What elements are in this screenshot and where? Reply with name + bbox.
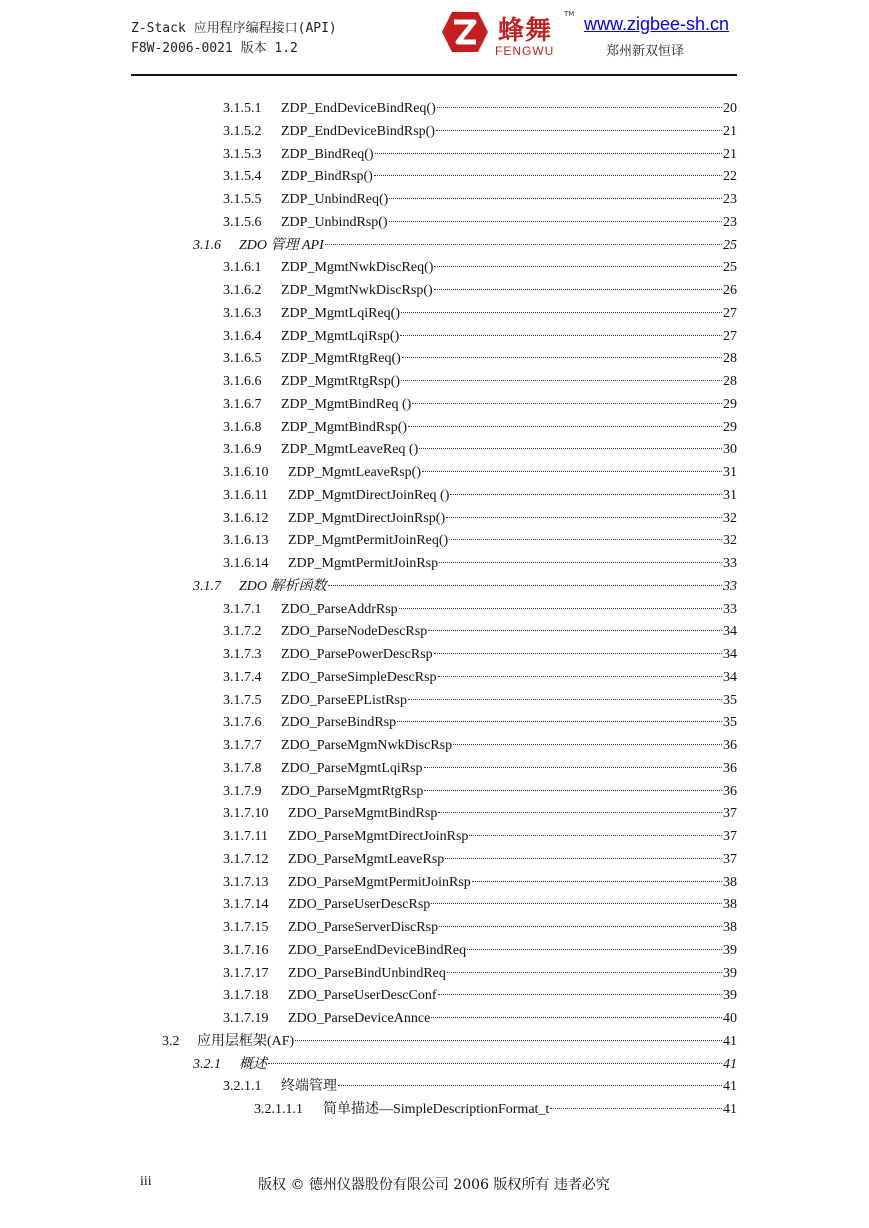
toc-entry[interactable] <box>223 782 737 805</box>
toc-leader-dots <box>268 1063 722 1064</box>
toc-entry-page: 21 <box>723 146 737 162</box>
toc-entry[interactable] <box>223 691 737 714</box>
header-rule <box>131 74 737 76</box>
toc-entry-page: 33 <box>723 578 737 594</box>
toc-entry-number: 3.1.6.10 <box>223 465 269 480</box>
toc-leader-dots <box>439 926 722 927</box>
toc-entry[interactable] <box>223 145 737 168</box>
toc-entry-number: 3.1.7.14 <box>223 897 269 913</box>
toc-entry[interactable] <box>223 713 737 736</box>
toc-entry[interactable] <box>254 1100 737 1123</box>
toc-leader-dots <box>295 1040 722 1041</box>
toc-entry-number: 3.1.7.5 <box>223 692 262 708</box>
toc-entry[interactable] <box>193 577 737 600</box>
toc-entry[interactable] <box>223 440 737 463</box>
toc-entry-title: ZDP_UnbindRsp() <box>281 214 388 230</box>
toc-entry-number: 3.1.7.2 <box>223 624 262 640</box>
toc-leader-dots <box>438 676 722 677</box>
toc-entry-page: 34 <box>723 624 737 640</box>
toc-entry-number: 3.1.5.2 <box>223 123 262 139</box>
toc-entry-title: ZDO_ParseUserDescRsp <box>288 897 431 913</box>
toc-leader-dots <box>402 357 722 358</box>
toc-entry-page: 38 <box>723 920 737 935</box>
toc-entry-title: ZDP_MgmtLeaveReq () <box>281 442 419 458</box>
toc-entry-number: 3.1.7.18 <box>223 988 269 1004</box>
toc-entry-number: 3.2.1.1 <box>223 1079 262 1095</box>
toc-entry-title: ZDO_ParseMgmtRtgRsp <box>281 783 424 799</box>
toc-entry[interactable] <box>223 418 737 441</box>
toc-entry-number: 3.1.6.11 <box>223 487 268 503</box>
toc-entry-title: ZDO_ParseMgmNwkDiscRsp <box>281 738 453 753</box>
toc-entry-number: 3.1.7.15 <box>223 920 269 935</box>
toc-entry-number: 3.1.6.9 <box>223 442 262 458</box>
toc-entry-page: 28 <box>723 374 737 389</box>
toc-entry-number: 3.2 <box>162 1033 180 1049</box>
toc-entry-title: ZDO_ParseSimpleDescRsp <box>281 669 437 685</box>
toc-entry-number: 3.1.7.13 <box>223 874 269 890</box>
toc-leader-dots <box>422 471 722 472</box>
toc-entry-page: 39 <box>723 942 737 958</box>
toc-entry-title: ZDO_ParseMgmtBindRsp <box>288 806 438 822</box>
toc-entry-title: ZDO_ParseBindRsp <box>281 715 397 731</box>
toc-leader-dots <box>375 153 722 154</box>
toc-entry-title: ZDP_MgmtNwkDiscReq() <box>281 260 434 276</box>
toc-entry[interactable] <box>223 167 737 190</box>
toc-entry-title: ZDO_ParsePowerDescRsp <box>281 647 433 662</box>
toc-leader-dots <box>397 721 722 722</box>
toc-leader-dots <box>446 517 722 518</box>
toc-entry-page: 38 <box>723 897 737 913</box>
toc-entry-number: 3.1.6.13 <box>223 533 269 549</box>
toc-leader-dots <box>389 221 722 222</box>
toc-entry[interactable] <box>223 964 737 987</box>
toc-entry-title: 简单描述—SimpleDescriptionFormat_t <box>323 1102 550 1117</box>
toc-entry-page: 32 <box>723 510 737 526</box>
toc-entry[interactable] <box>223 122 737 145</box>
toc-entry-number: 3.1.6.4 <box>223 328 262 344</box>
toc-entry-page: 40 <box>723 1011 737 1026</box>
toc-entry-title: ZDO 解析函数 <box>239 578 327 594</box>
logo-trademark: TM <box>564 10 575 18</box>
toc-entry[interactable] <box>223 873 737 896</box>
toc-entry[interactable] <box>223 1077 737 1100</box>
toc-entry-page: 37 <box>723 829 737 844</box>
toc-leader-dots <box>325 244 722 245</box>
toc-leader-dots <box>438 994 722 995</box>
toc-entry-title: ZDP_BindRsp() <box>281 169 373 185</box>
logo-english-text: FENGWU <box>495 44 555 58</box>
toc-entry-page: 39 <box>723 965 737 981</box>
toc-leader-dots <box>434 289 722 290</box>
footer-copyright: 版权 © 德州仪器股份有限公司 2006 版权所有 违者必究 <box>258 1177 610 1193</box>
toc-entry-page: 23 <box>723 192 737 207</box>
toc-leader-dots <box>467 949 722 950</box>
toc-entry-page: 21 <box>723 123 737 139</box>
toc-entry[interactable] <box>223 99 737 122</box>
toc-leader-dots <box>374 175 722 176</box>
toc-entry-title: ZDO_ParseServerDiscRsp <box>288 920 439 935</box>
toc-entry-number: 3.1.7.19 <box>223 1011 269 1026</box>
toc-entry-number: 3.1.6.14 <box>223 556 269 571</box>
toc-entry-page: 37 <box>723 851 737 867</box>
toc-leader-dots <box>550 1108 722 1109</box>
toc-entry[interactable] <box>223 918 737 941</box>
toc-leader-dots <box>400 335 722 336</box>
toc-entry[interactable] <box>223 622 737 645</box>
toc-entry-title: ZDP_BindReq() <box>281 146 374 162</box>
toc-leader-dots <box>450 494 722 495</box>
toc-entry-page: 29 <box>723 419 737 435</box>
toc-entry-number: 3.1.7.1 <box>223 601 262 617</box>
document-header-info <box>131 19 337 59</box>
toc-entry-page: 39 <box>723 988 737 1004</box>
toc-leader-dots <box>431 903 722 904</box>
toc-leader-dots <box>408 699 722 700</box>
toc-entry[interactable] <box>223 327 737 350</box>
toc-entry-number: 3.1.7.3 <box>223 647 262 662</box>
toc-entry-page: 23 <box>723 214 737 230</box>
toc-entry-page: 35 <box>723 715 737 731</box>
toc-entry-number: 3.1.7.11 <box>223 829 268 844</box>
toc-entry-title: ZDP_MgmtPermitJoinRsp <box>288 556 439 571</box>
toc-entry-title: ZDP_MgmtBindRsp() <box>281 419 408 435</box>
toc-entry-page: 31 <box>723 465 737 480</box>
toc-entry[interactable] <box>162 1032 737 1055</box>
toc-entry-title: ZDO_ParseEPListRsp <box>281 692 407 708</box>
toc-entry-page: 41 <box>723 1079 737 1095</box>
toc-entry-number: 3.1.6.6 <box>223 374 262 389</box>
toc-entry-page: 25 <box>723 260 737 276</box>
toc-entry-title: ZDP_MgmtLqiReq() <box>281 305 400 321</box>
footer-page-number: iii <box>140 1174 152 1189</box>
toc-entry-page: 35 <box>723 692 737 708</box>
toc-entry-title: 终端管理 <box>281 1079 337 1095</box>
toc-entry-page: 30 <box>723 442 737 458</box>
toc-entry[interactable] <box>223 349 737 372</box>
toc-entry-number: 3.2.1 <box>193 1056 221 1072</box>
toc-entry-number: 3.1.6.7 <box>223 396 262 412</box>
toc-entry[interactable] <box>223 645 737 668</box>
toc-entry[interactable] <box>223 895 737 918</box>
toc-entry-page: 41 <box>723 1033 737 1049</box>
toc-entry[interactable] <box>223 804 737 827</box>
toc-entry-number: 3.1.7 <box>193 578 221 594</box>
toc-entry-title: ZDO_ParseNodeDescRsp <box>281 624 428 640</box>
toc-leader-dots <box>424 767 722 768</box>
toc-entry-page: 27 <box>723 305 737 321</box>
toc-leader-dots <box>399 608 722 609</box>
toc-entry-page: 37 <box>723 806 737 822</box>
toc-entry-number: 3.1.7.12 <box>223 851 269 867</box>
toc-entry-number: 3.1.7.17 <box>223 965 269 981</box>
toc-entry-title: ZDO_ParseBindUnbindReq <box>288 965 446 981</box>
toc-entry-page: 20 <box>723 101 737 116</box>
toc-entry-number: 3.1.5.3 <box>223 146 262 162</box>
toc-leader-dots <box>434 266 722 267</box>
toc-leader-dots <box>439 562 722 563</box>
toc-leader-dots <box>389 198 722 199</box>
toc-entry-number: 3.1.5.1 <box>223 101 262 116</box>
toc-entry[interactable] <box>223 486 737 509</box>
toc-entry[interactable] <box>223 941 737 964</box>
toc-leader-dots <box>328 585 722 586</box>
toc-entry-number: 3.1.5.4 <box>223 169 262 185</box>
toc-entry-title: ZDP_MgmtRtgReq() <box>281 351 401 367</box>
toc-leader-dots <box>428 630 722 631</box>
toc-entry-page: 31 <box>723 487 737 503</box>
toc-entry-number: 3.1.6.5 <box>223 351 262 367</box>
toc-entry-page: 41 <box>723 1056 737 1072</box>
toc-entry-number: 3.1.7.6 <box>223 715 262 731</box>
toc-entry[interactable] <box>223 827 737 850</box>
toc-leader-dots <box>453 744 722 745</box>
toc-entry-title: ZDO_ParseEndDeviceBindReq <box>288 942 467 958</box>
logo-chinese-text: 蜂舞 <box>498 16 553 46</box>
toc-entry[interactable] <box>223 509 737 532</box>
toc-entry[interactable] <box>223 736 737 759</box>
toc-entry-number: 3.1.7.8 <box>223 760 262 776</box>
toc-entry-title: ZDP_EndDeviceBindReq() <box>281 101 436 116</box>
toc-entry[interactable] <box>223 304 737 327</box>
toc-entry[interactable] <box>223 554 737 577</box>
toc-entry-title: ZDO_ParseMgmtLqiRsp <box>281 760 423 776</box>
toc-entry-number: 3.1.6.3 <box>223 305 262 321</box>
toc-entry-page: 25 <box>723 237 737 253</box>
toc-entry[interactable] <box>223 850 737 873</box>
toc-entry-number: 3.1.7.16 <box>223 942 269 958</box>
fengwu-logo <box>440 8 580 58</box>
toc-entry-title: ZDO_ParseUserDescConf <box>288 988 437 1004</box>
toc-entry-title: ZDP_MgmtBindReq () <box>281 396 412 412</box>
toc-entry-page: 41 <box>723 1102 737 1117</box>
doc-version: F8W-2006-0021 版本 1.2 <box>131 41 298 56</box>
toc-leader-dots <box>437 107 722 108</box>
toc-entry-number: 3.1.5.6 <box>223 214 262 230</box>
toc-entry-page: 34 <box>723 669 737 685</box>
toc-entry[interactable] <box>223 258 737 281</box>
toc-entry-page: 22 <box>723 169 737 185</box>
toc-entry-title: ZDP_MgmtNwkDiscRsp() <box>281 283 433 298</box>
toc-leader-dots <box>338 1085 722 1086</box>
toc-leader-dots <box>431 1017 722 1018</box>
toc-entry-number: 3.1.6.2 <box>223 283 262 298</box>
toc-entry-page: 27 <box>723 328 737 344</box>
toc-entry-title: ZDP_MgmtLqiRsp() <box>281 328 400 344</box>
toc-entry-title: ZDO 管理 API <box>239 237 324 253</box>
toc-leader-dots <box>412 403 722 404</box>
toc-leader-dots <box>408 426 722 427</box>
toc-leader-dots <box>401 312 722 313</box>
toc-entry-number: 3.1.7.7 <box>223 738 262 753</box>
toc-entry[interactable] <box>223 372 737 395</box>
toc-entry-title: ZDP_MgmtLeaveRsp() <box>288 465 421 480</box>
toc-entry-page: 38 <box>723 874 737 890</box>
toc-entry-page: 36 <box>723 738 737 753</box>
toc-entry[interactable] <box>223 759 737 782</box>
toc-entry[interactable] <box>223 668 737 691</box>
fengwu-z-logo-icon <box>440 10 490 54</box>
toc-entry-page: 32 <box>723 533 737 549</box>
toc-entry-title: ZDO_ParseMgmtLeaveRsp <box>288 851 445 867</box>
toc-entry[interactable] <box>223 1009 737 1032</box>
toc-entry-page: 28 <box>723 351 737 367</box>
toc-entry[interactable] <box>223 463 737 486</box>
toc-leader-dots <box>434 653 722 654</box>
toc-entry-number: 3.2.1.1.1 <box>254 1102 303 1117</box>
toc-entry-number: 3.1.6.1 <box>223 260 262 276</box>
toc-entry[interactable] <box>223 986 737 1009</box>
toc-entry-page: 33 <box>723 601 737 617</box>
toc-entry-number: 3.1.6.12 <box>223 510 269 526</box>
toc-entry-number: 3.1.7.10 <box>223 806 269 822</box>
toc-leader-dots <box>445 858 722 859</box>
toc-entry-page: 36 <box>723 760 737 776</box>
toc-entry-title: 应用层框架(AF) <box>197 1033 295 1049</box>
toc-leader-dots <box>447 972 722 973</box>
toc-entry-page: 34 <box>723 647 737 662</box>
toc-entry-page: 26 <box>723 283 737 298</box>
toc-entry-title: ZDP_MgmtDirectJoinReq () <box>288 487 450 503</box>
toc-entry[interactable] <box>223 600 737 623</box>
toc-entry-title: ZDO_ParseMgmtPermitJoinRsp <box>288 874 471 890</box>
toc-entry-number: 3.1.6 <box>193 237 221 253</box>
toc-entry-title: ZDP_MgmtPermitJoinReq() <box>288 533 449 549</box>
toc-entry-title: ZDO_ParseDeviceAnnce <box>288 1011 431 1026</box>
toc-leader-dots <box>424 790 722 791</box>
doc-title: Z-Stack 应用程序编程接口(API) <box>131 21 337 36</box>
toc-entry-number: 3.1.5.5 <box>223 192 262 207</box>
toc-entry[interactable] <box>193 1055 737 1078</box>
website-link[interactable]: www.zigbee-sh.cn <box>584 14 730 34</box>
toc-entry-title: ZDP_UnbindReq() <box>281 192 389 207</box>
toc-entry-number: 3.1.6.8 <box>223 419 262 435</box>
toc-leader-dots <box>419 448 722 449</box>
toc-entry[interactable] <box>223 213 737 236</box>
toc-leader-dots <box>436 130 722 131</box>
toc-entry-number: 3.1.7.4 <box>223 669 262 685</box>
toc-entry-title: ZDO_ParseMgmtDirectJoinRsp <box>288 829 469 844</box>
toc-leader-dots <box>469 835 722 836</box>
toc-entry-number: 3.1.7.9 <box>223 783 262 799</box>
toc-entry[interactable] <box>193 236 737 259</box>
toc-leader-dots <box>472 881 722 882</box>
toc-entry-title: ZDO_ParseAddrRsp <box>281 601 398 617</box>
toc-entry-page: 33 <box>723 556 737 571</box>
toc-entry[interactable] <box>223 281 737 304</box>
toc-entry-title: ZDP_MgmtRtgRsp() <box>281 374 401 389</box>
toc-entry[interactable] <box>223 190 737 213</box>
toc-entry-title: ZDP_EndDeviceBindRsp() <box>281 123 435 139</box>
toc-entry-title: ZDP_MgmtDirectJoinRsp() <box>288 510 446 526</box>
toc-leader-dots <box>438 812 722 813</box>
toc-entry[interactable] <box>223 531 737 554</box>
toc-leader-dots <box>401 380 722 381</box>
translator-credit: 郑州新双恒译 <box>606 44 685 59</box>
toc-entry-title: 概述 <box>239 1056 267 1072</box>
toc-entry-page: 36 <box>723 783 737 799</box>
toc-leader-dots <box>449 539 722 540</box>
toc-entry[interactable] <box>223 395 737 418</box>
toc-entry-page: 29 <box>723 396 737 412</box>
